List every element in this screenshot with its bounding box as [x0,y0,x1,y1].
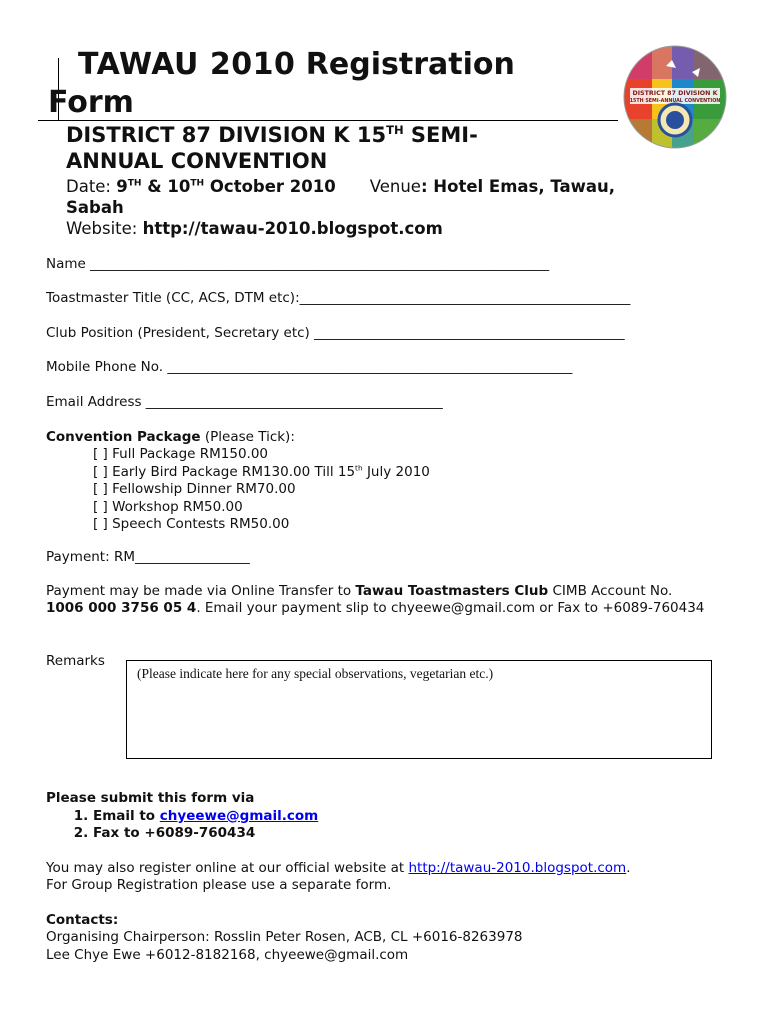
venue-label: Venue [369,177,421,196]
event-details [66,176,706,239]
date-sup2: TH [190,178,205,189]
payment-field[interactable]: Payment: RM_________________ [46,549,250,565]
convention-logo [622,44,728,150]
convention-subtitle [66,122,586,174]
remarks-textbox[interactable] [126,660,712,759]
remarks-label: Remarks [46,653,105,669]
venue-value-2: Sabah [66,198,124,217]
submit-section [46,790,318,843]
early-bird-end: July 2010 [362,463,430,480]
submit-email-prefix: Email to [93,807,160,824]
submit-heading: Please submit this form via [46,790,255,806]
date-month: October 2010 [204,177,336,196]
option-workshop[interactable]: [ ] Workshop RM50.00 [93,498,243,515]
website-label: Website: [66,219,143,238]
payment-instructions [46,583,736,618]
name-field[interactable]: Name ____________________________________________________________________ [46,256,550,272]
website-link[interactable]: http://tawau-2010.blogspot.com [408,860,627,876]
logo-text-line2: 15TH SEMI-ANNUAL CONVENTION [629,99,721,104]
date-day2: & 10 [141,177,191,196]
convention-package [46,429,430,533]
title-underline [38,120,618,121]
remarks-placeholder: (Please indicate here for any special observations, vegetarian etc.) [137,666,494,681]
submit-item-email [93,808,318,826]
online-registration [46,860,736,895]
date-label: Date: [66,177,117,196]
option-early-bird[interactable] [46,464,430,481]
option-full-package[interactable]: [ ] Full Package RM150.00 [93,446,269,463]
venue-value: : Hotel Emas, Tawau, [420,177,616,196]
title-registration: Registration Form [48,47,515,120]
contacts-heading: Contacts: [46,912,119,928]
email-field[interactable]: Email Address ____________________________________________ [46,394,443,410]
submit-list [46,808,318,843]
payment-text1: Payment may be made via Online Transfer to [46,583,356,599]
payment-club: Tawau Toastmasters Club [355,583,549,599]
option-speech-contests[interactable]: [ ] Speech Contests RM50.00 [93,516,290,533]
contacts-section [46,912,736,964]
payment-text3: . Email your payment slip to chyeewe@gmail.com or Fax to +6089-760434 [196,600,705,617]
group-registration-note: For Group Registration please use a separate form. [46,877,392,894]
page-title [48,46,608,122]
package-heading-row [46,429,430,446]
package-note: (Please Tick): [200,429,295,445]
package-heading: Convention Package [46,429,201,445]
submit-item-fax: 2. Fax to +6089-760434 [93,825,318,843]
option-fellowship-dinner[interactable]: [ ] Fellowship Dinner RM70.00 [93,481,296,498]
early-bird-sup: th [355,463,363,473]
date-day1: 9 [116,177,128,196]
subtitle-part: DISTRICT 87 DIVISION K 15 [66,123,387,147]
subtitle-line2: ANNUAL CONVENTION [66,149,328,173]
position-field[interactable]: Club Position (President, Secretary etc) ______________________________________________ [46,325,625,341]
phone-field[interactable]: Mobile Phone No. ____________________________________________________________ [46,359,573,375]
logo-text-line1: DISTRICT 87 DIVISION K [632,90,718,97]
title-year: TAWAU 2010 [78,47,296,82]
title-field[interactable]: Toastmaster Title (CC, ACS, DTM etc):_________________________________________________ [46,290,631,306]
early-bird-label: [ ] Early Bird Package RM130.00 Till 15 [93,463,356,480]
subtitle-part-end: SEMI- [403,123,478,147]
online-text: You may also register online at our official website at [46,860,409,876]
date-sup1: TH [127,178,142,189]
email-link[interactable]: chyeewe@gmail.com [159,807,319,824]
subtitle-sup: TH [386,123,404,137]
contact-lee: Lee Chye Ewe +6012-8182168, chyeewe@gmail.com [46,946,409,963]
payment-account: 1006 000 3756 05 4 [46,600,197,617]
online-text-end: . [626,860,631,876]
contact-chairperson: Organising Chairperson: Rosslin Peter Rosen, ACB, CL +6016-8263978 [46,929,523,946]
payment-text2: CIMB Account No. [548,583,673,599]
website-value: http://tawau-2010.blogspot.com [142,219,443,238]
